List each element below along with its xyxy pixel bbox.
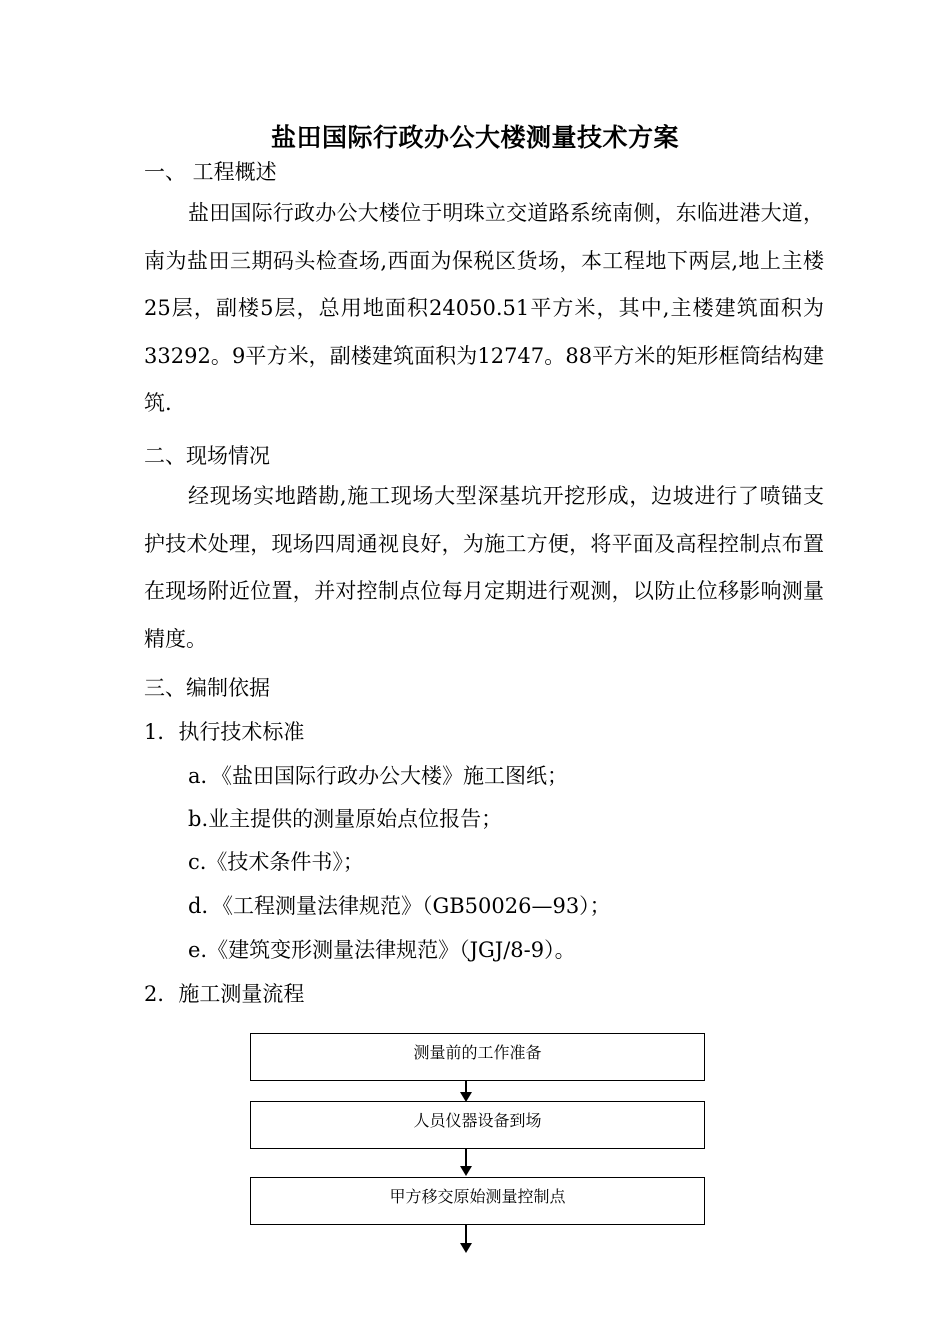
flow-step-3: 甲方移交原始测量控制点 [250, 1177, 705, 1225]
flow-arrow-head-3 [460, 1243, 472, 1253]
standards-heading: 1．执行技术标准 [144, 720, 305, 744]
standard-item-d: d．《工程测量法律规范》（GB50026—93）； [188, 894, 611, 918]
flow-arrow-head-2 [460, 1166, 472, 1176]
section1-paragraph: 盐田国际行政办公大楼位于明珠立交道路系统南侧，东临进港大道，南为盐田三期码头检查场,西面为保税区货场，本工程地下两层,地上主楼25层，副楼5层，总用地面积24050.51平方米，其中,主楼建筑面积为33292。9平方米，副楼建筑面积为12747。88平方米的矩形框筒结构建筑. [144, 201, 824, 415]
document-title: 盐田国际行政办公大楼测量技术方案 [270, 123, 679, 152]
flow-arrow-line-3 [465, 1225, 467, 1245]
section3-heading: 三、编制依据 [144, 676, 270, 700]
standard-item-c: c.《技术条件书》； [188, 850, 364, 874]
standard-item-b: b.业主提供的测量原始点位报告； [188, 807, 503, 831]
flow-step-1: 测量前的工作准备 [250, 1033, 705, 1081]
flow-heading: 2．施工测量流程 [144, 982, 305, 1006]
flow-step-2: 人员仪器设备到场 [250, 1101, 705, 1149]
section1-heading: 一、 工程概述 [144, 160, 277, 184]
standard-item-e: e.《建筑变形测量法律规范》（JGJ/8-9）。 [188, 938, 576, 962]
section2-heading: 二、现场情况 [144, 444, 270, 468]
standard-item-a: a．《盐田国际行政办公大楼》施工图纸； [188, 764, 569, 788]
section2-paragraph: 经现场实地踏勘,施工现场大型深基坑开挖形成，边坡进行了喷锚支护技术处理，现场四周通视良好，为施工方便，将平面及高程控制点布置在现场附近位置，并对控制点位每月定期进行观测，以防止位移影响测量精度。 [144, 484, 824, 651]
